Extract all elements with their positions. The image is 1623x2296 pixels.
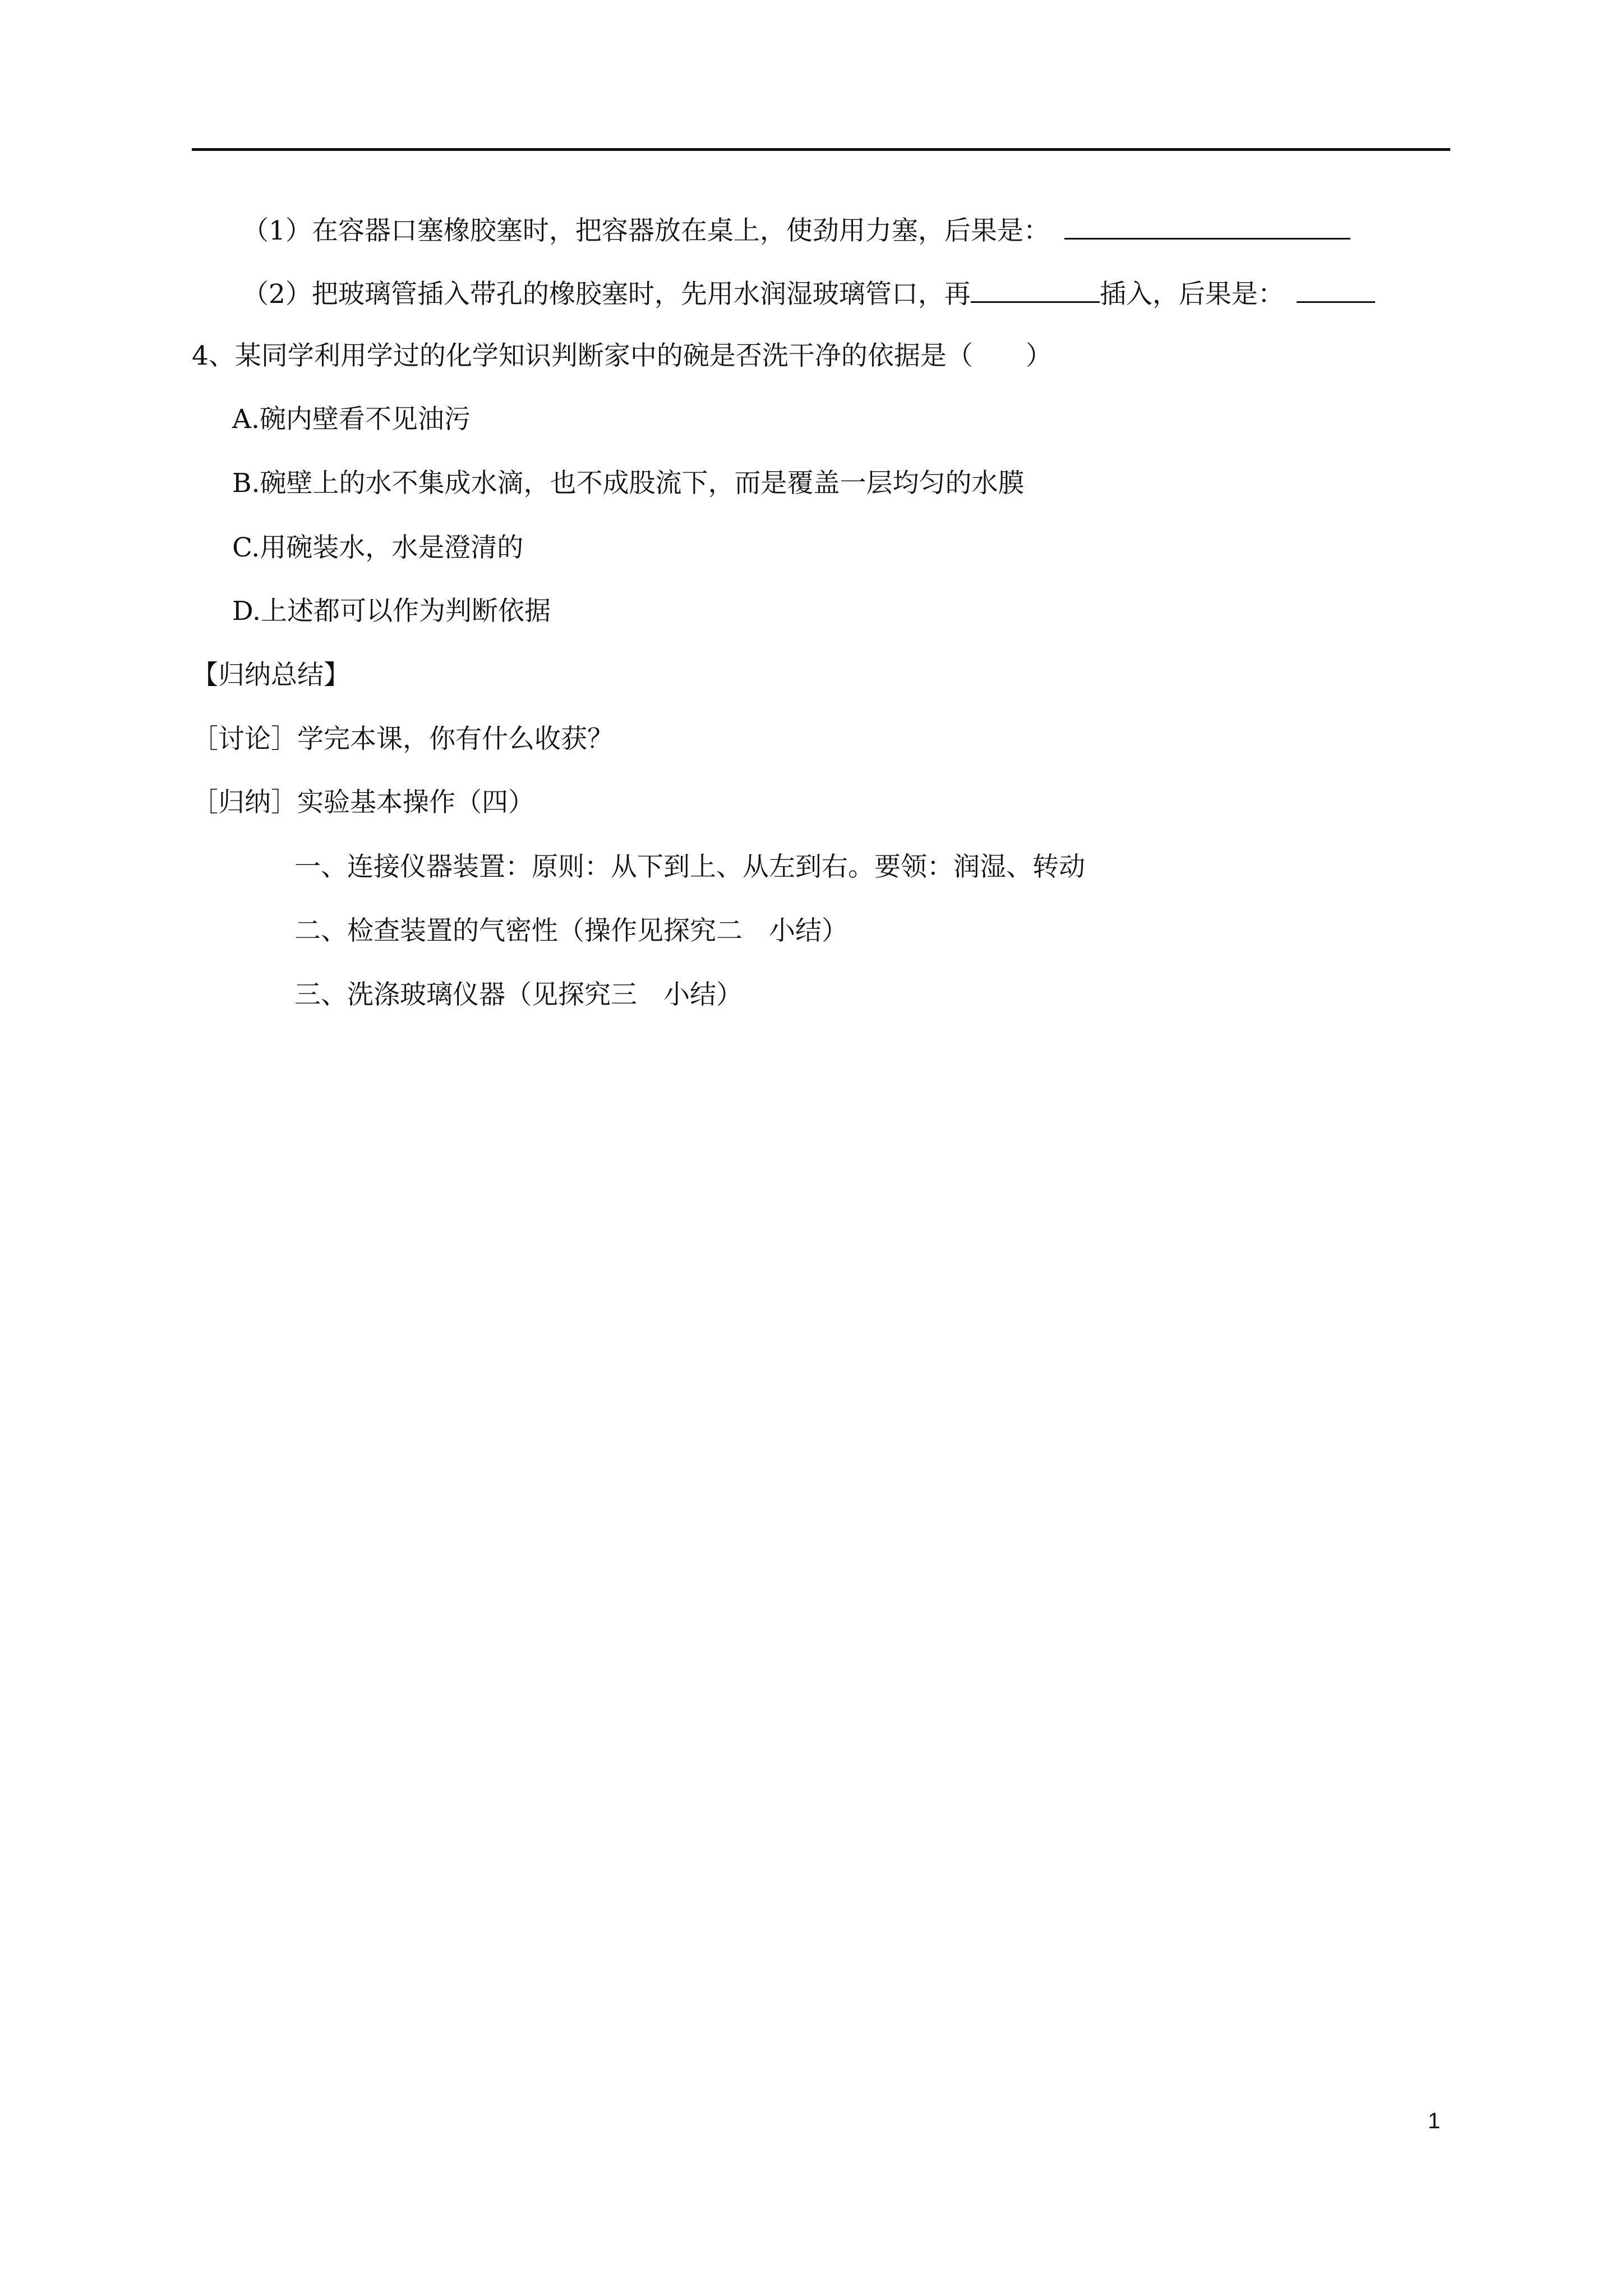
question-4-option-b: B.碗壁上的水不集成水滴，也不成股流下，而是覆盖一层均匀的水膜 <box>232 468 1025 499</box>
question-3-subitem-2-text-b: 插入，后果是： <box>1099 279 1284 310</box>
question-4-option-d: D.上述都可以作为判断依据 <box>232 596 551 627</box>
answer-blank-2[interactable] <box>971 277 1100 303</box>
discussion-line: ［讨论］学完本课，你有什么收获？ <box>192 724 614 754</box>
question-4-stem: 4、某同学利用学过的化学知识判断家中的碗是否洗干净的依据是（ ） <box>192 341 1052 371</box>
question-3-subitem-1 <box>242 213 1350 248</box>
question-3-subitem-1-text: （1）在容器口塞橡胶塞时，把容器放在桌上，使劲用力塞，后果是： <box>242 215 1050 246</box>
summary-item-3: 三、洗涤玻璃仪器（见探究三 小结） <box>294 979 743 1010</box>
summary-heading: 【归纳总结】 <box>192 660 350 691</box>
question-4-option-a: A.碗内壁看不见油污 <box>232 404 471 435</box>
answer-blank-3[interactable] <box>1297 277 1375 303</box>
header-rule <box>192 148 1450 151</box>
question-3-subitem-2-text: （2）把玻璃管插入带孔的橡胶塞时，先用水润湿玻璃管口，再 <box>242 279 971 310</box>
page-number: 1 <box>1428 2109 1441 2133</box>
question-4-option-c: C.用碗装水，水是澄清的 <box>232 532 524 563</box>
summary-item-1: 一、连接仪器装置：原则：从下到上、从左到右。要领：润湿、转动 <box>294 852 1085 882</box>
summary-item-2: 二、检查装置的气密性（操作见探究二 小结） <box>294 915 848 946</box>
answer-blank-1[interactable] <box>1064 213 1350 240</box>
induction-line: ［归纳］实验基本操作（四） <box>192 787 534 818</box>
question-3-subitem-2 <box>242 277 1375 311</box>
